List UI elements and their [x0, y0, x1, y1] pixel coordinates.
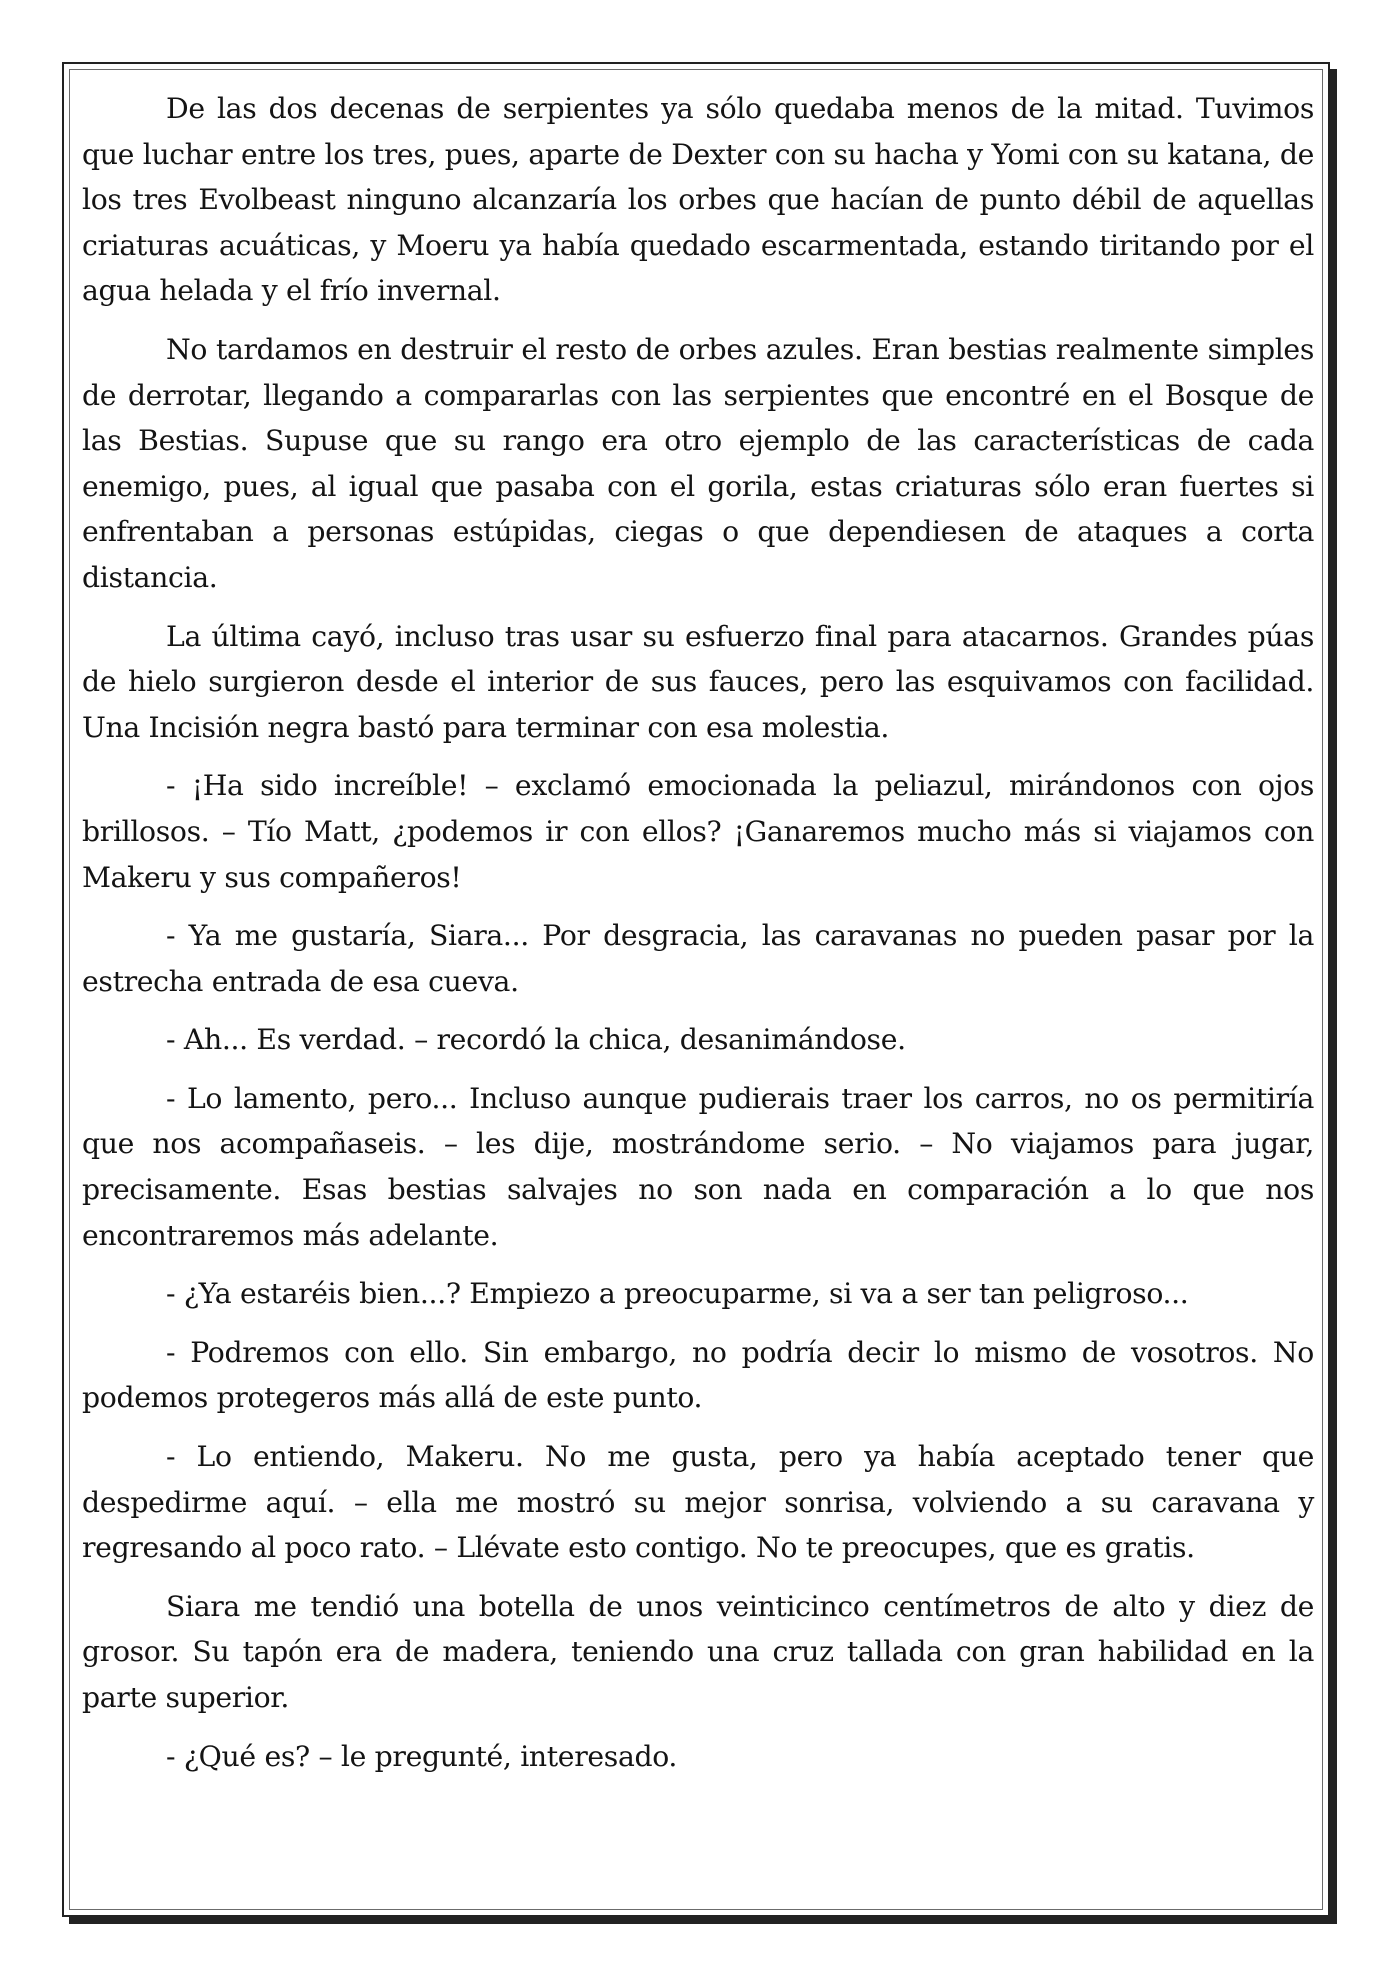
paragraph: De las dos decenas de serpientes ya sólo quedaba menos de la mitad. Tuvimos que luchar entre los tres, pues, aparte de Dexter con su hacha y Yomi con su katana, de los tres Evolbeast ninguno alcanzaría los orbes que hacían de punto débil de aquellas criaturas acuáticas, y Moeru ya había quedado escarmentada, estando tiritando por el agua helada y el frío invernal.	[82, 92, 1314, 308]
dialogue-paragraph: - Lo entiendo, Makeru. No me gusta, pero ya había aceptado tener que despedirme aquí. – ella me mostró su mejor sonrisa, volviendo a su caravana y regresando al poco rato. – Llévate esto contigo. No te preocupes, que es gratis.	[82, 1440, 1314, 1565]
dialogue-paragraph: - Lo lamento, pero... Incluso aunque pudierais traer los carros, no os permitiría que nos acompañaseis. – les dije, mostrándome serio. – No viajamos para jugar, precisamente. Esas bestias salvajes no son nada en comparación a lo que nos encontraremos más adelante.	[82, 1081, 1314, 1252]
document-body	[82, 86, 1314, 1779]
dialogue-paragraph: - Podremos con ello. Sin embargo, no podría decir lo mismo de vosotros. No podemos protegeros más allá de este punto.	[82, 1335, 1314, 1415]
paragraph: Siara me tendió una botella de unos veinticinco centímetros de alto y diez de grosor. Su tapón era de madera, teniendo una cruz tallada con gran habilidad en la parte superior.	[82, 1589, 1314, 1714]
dialogue-paragraph: - Ya me gustaría, Siara... Por desgracia, las caravanas no pueden pasar por la estrecha entrada de esa cueva.	[82, 919, 1314, 998]
dialogue-paragraph: - ¿Qué es? – le pregunté, interesado.	[166, 1739, 678, 1773]
paragraph: No tardamos en destruir el resto de orbes azules. Eran bestias realmente simples de derrotar, llegando a compararlas con las serpientes que encontré en el Bosque de las Bestias. Supuse que su rango era otro ejemplo de las características de cada enemigo, pues, al igual que pasaba con el gorila, estas criaturas sólo eran fuertes si enfrentaban a personas estúpidas, ciegas o que dependiesen de ataques a corta distancia.	[82, 332, 1314, 594]
dialogue-paragraph: - Ah... Es verdad. – recordó la chica, desanimándose.	[166, 1023, 906, 1057]
paragraph: La última cayó, incluso tras usar su esfuerzo final para atacarnos. Grandes púas de hielo surgieron desde el interior de sus fauces, pero las esquivamos con facilidad. Una Incisión negra bastó para terminar con esa molestia.	[82, 619, 1314, 744]
dialogue-paragraph: - ¿Ya estaréis bien...? Empiezo a preocuparme, si va a ser tan peligroso...	[166, 1277, 1189, 1311]
dialogue-paragraph: - ¡Ha sido increíble! – exclamó emocionada la peliazul, mirándonos con ojos brillosos. – Tío Matt, ¿podemos ir con ellos? ¡Ganaremos mucho más si viajamos con Makeru y sus compañeros!	[82, 769, 1314, 894]
